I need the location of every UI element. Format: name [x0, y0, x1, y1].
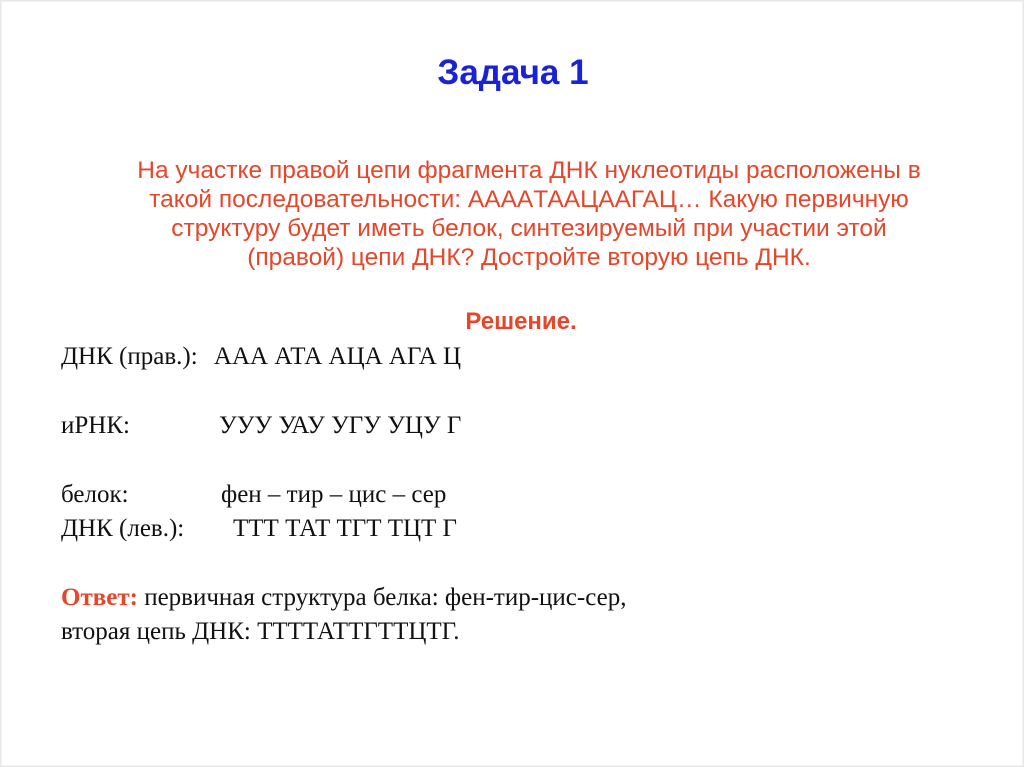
mrna-label: иРНК:	[61, 412, 130, 439]
dna-right-label: ДНК (прав.):	[61, 343, 198, 370]
protein-label: белок:	[61, 481, 129, 508]
answer-line-1	[61, 584, 626, 612]
problem-line: такой последовательности: АААAТААЦААГАЦ… Какую первичную	[149, 186, 909, 213]
protein-value: фен – тир – цис – сер	[221, 481, 447, 508]
dna-right-value: ААА АТА АЦА АГА Ц	[213, 343, 462, 370]
answer-line-2: вторая цепь ДНК: ТТТТАТТГТТЦТГ.	[61, 618, 460, 645]
problem-line: (правой) цепи ДНК? Достройте вторую цепь ДНК.	[247, 244, 811, 271]
mrna-value: УУУ УАУ УГУ УЦУ Г	[219, 412, 462, 439]
problem-line: На участке правой цепи фрагмента ДНК нуклеотиды расположены в	[137, 157, 921, 184]
slide-title: Задача 1	[437, 53, 589, 92]
solution-heading: Решение.	[465, 308, 577, 335]
answer-label: Ответ:	[61, 584, 138, 611]
problem-statement	[57, 156, 1001, 272]
answer-text-1: первичная структура белка: фен-тир-цис-сер,	[144, 584, 627, 611]
dna-left-label: ДНК (лев.):	[61, 515, 185, 542]
problem-line: структуру будет иметь белок, синтезируемый при участии этой	[171, 215, 887, 242]
dna-left-value: ТТТ ТАТ ТГТ ТЦТ Г	[233, 515, 458, 542]
dna-right-row	[61, 343, 461, 371]
